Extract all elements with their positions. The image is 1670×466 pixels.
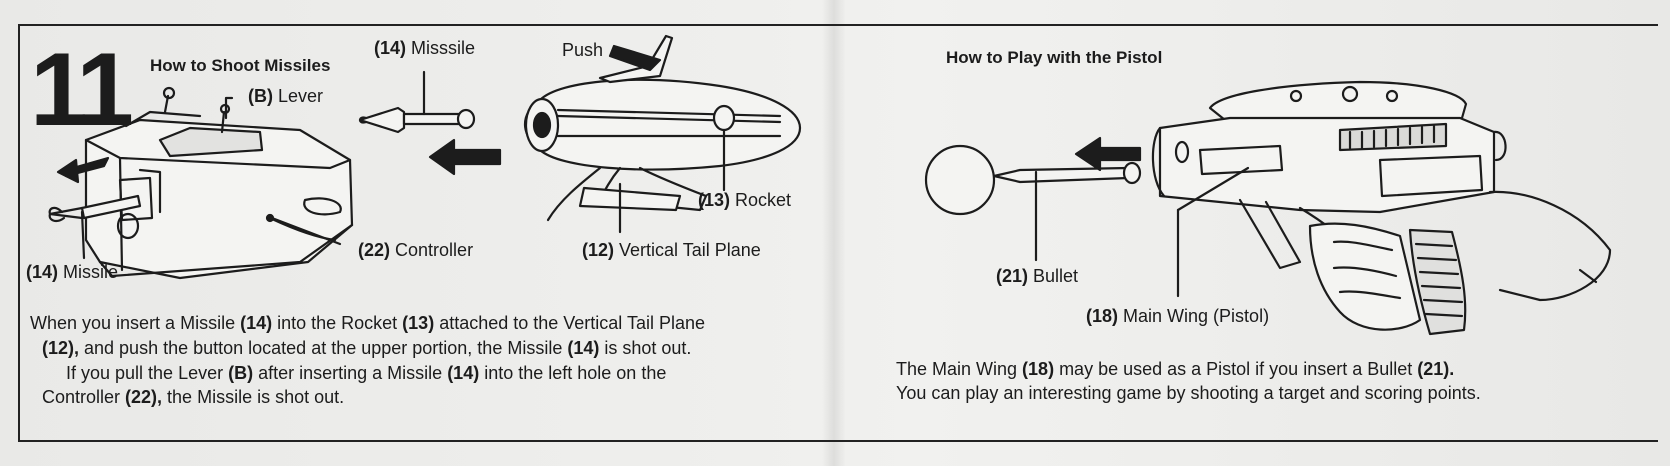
- lp2d: is shot out.: [599, 338, 692, 358]
- lp1a: When you insert a Missile: [30, 313, 241, 333]
- left-paragraph-line-4: [42, 386, 344, 409]
- missile-left-txt: Missile: [63, 262, 119, 282]
- lp2b: and push the button located at the upper portion, the Missile: [79, 338, 568, 358]
- controller-txt: Controller: [395, 240, 474, 260]
- lp1c: into the Rocket: [272, 313, 403, 333]
- lp2a: (12),: [42, 338, 80, 358]
- lp4a: Controller: [42, 387, 126, 407]
- lp2c: (14): [567, 338, 600, 358]
- controller-label: [358, 240, 473, 261]
- missile-top-num: (14): [374, 38, 407, 58]
- left-paragraph-line-1: [30, 312, 705, 335]
- lp4b: (22),: [125, 387, 163, 407]
- lever-txt: Lever: [278, 86, 324, 106]
- lp3b: (B): [228, 363, 254, 383]
- bullet-num: (21): [996, 266, 1029, 286]
- push-arrow: [610, 46, 660, 70]
- rp1c: may be used as a Pistol if you insert a Bullet: [1054, 359, 1418, 379]
- lp3a: If you pull the Lever: [66, 363, 229, 383]
- lp1d: (13): [402, 313, 435, 333]
- tail-txt: Vertical Tail Plane: [619, 240, 761, 260]
- rp1d: (21).: [1417, 359, 1455, 379]
- bullet-illustration: [926, 146, 1140, 260]
- wing-num: (18): [1086, 306, 1119, 326]
- lp4c: the Missile is shot out.: [162, 387, 345, 407]
- rocket-label: [698, 190, 791, 211]
- rp1a: The Main Wing: [896, 359, 1023, 379]
- lp1b: (14): [240, 313, 273, 333]
- lp3d: (14): [447, 363, 480, 383]
- missile-top-label: [374, 38, 475, 59]
- lp3e: into the left hole on the: [479, 363, 667, 383]
- controller-num: (22): [358, 240, 391, 260]
- rp1b: (18): [1022, 359, 1055, 379]
- right-paragraph-line-2: You can play an interesting game by shooting a target and scoring points.: [896, 383, 1481, 403]
- tail-num: (12): [582, 240, 615, 260]
- right-heading: How to Play with the Pistol: [946, 48, 1163, 67]
- pistol-illustration: [1153, 82, 1610, 334]
- right-paragraph-line-1: [896, 358, 1454, 381]
- lever-label: [248, 86, 323, 107]
- lever-num: (B): [248, 86, 273, 106]
- bullet-txt: Bullet: [1033, 266, 1079, 286]
- tail-label: [582, 240, 761, 261]
- missile-top-txt: Misssile: [411, 38, 476, 58]
- left-paragraph-line-2: [42, 337, 691, 360]
- push-label: Push: [562, 40, 604, 60]
- step-number: 11: [30, 32, 128, 148]
- rocket-num: (13): [698, 190, 731, 210]
- missile-left-num: (14): [26, 262, 59, 282]
- left-paragraph-line-3: [66, 362, 666, 385]
- missile-illustration: [360, 72, 474, 132]
- wing-label: [1086, 306, 1269, 327]
- lp3c: after inserting a Missile: [253, 363, 448, 383]
- wing-txt: Main Wing (Pistol): [1123, 306, 1270, 326]
- bullet-label: [996, 266, 1078, 287]
- lp1e: attached to the Vertical Tail Plane: [434, 313, 706, 333]
- missile-left-label: [26, 262, 118, 283]
- left-heading: How to Shoot Missiles: [150, 56, 331, 75]
- rocket-txt: Rocket: [735, 190, 792, 210]
